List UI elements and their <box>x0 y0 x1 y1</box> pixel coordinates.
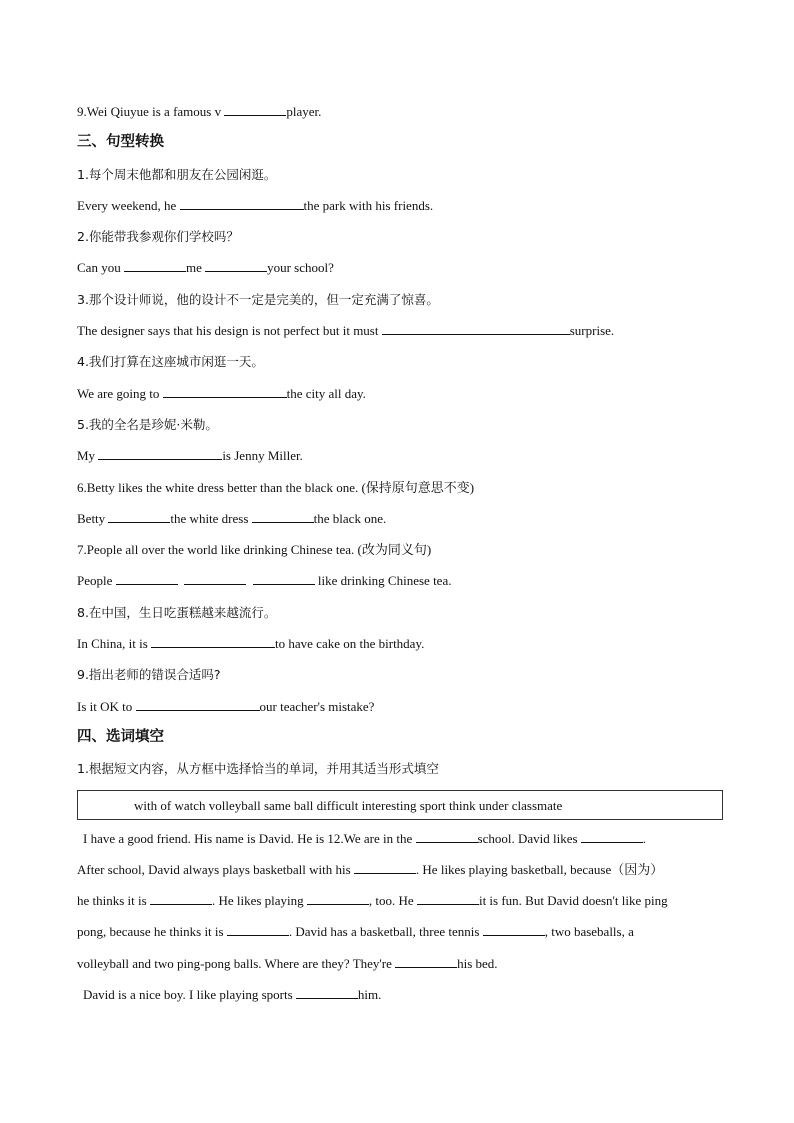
worksheet-page <box>77 101 725 1015</box>
q6-prompt: 6.Betty likes the white dress better than the black one. (保持原句意思不变) <box>77 479 475 495</box>
q4-english <box>77 383 725 404</box>
text: I have a good friend. His name is David. He is 12.We are in the <box>83 830 416 846</box>
q4-chinese: 4.我们打算在这座城市闲逛一天。 <box>77 354 264 370</box>
answer-blank[interactable] <box>205 257 267 272</box>
text: our teacher's mistake? <box>259 698 375 714</box>
answer-blank[interactable] <box>395 953 457 968</box>
text: , too. He <box>368 893 417 909</box>
text: the white dress <box>170 510 252 526</box>
answer-blank[interactable] <box>151 633 275 648</box>
passage-line-4 <box>77 921 725 942</box>
q3-english <box>77 320 725 341</box>
section-3-heading: 三、句型转换 <box>77 134 164 151</box>
answer-blank[interactable] <box>382 320 570 335</box>
text: Every weekend, he <box>77 197 180 213</box>
text: 9.Wei Qiuyue is a famous v <box>77 104 225 119</box>
q9-chinese: 9.指出老师的错误合适吗? <box>77 667 221 683</box>
text: Can you <box>77 260 124 276</box>
q2-english <box>77 257 725 278</box>
answer-blank[interactable] <box>124 257 186 272</box>
text: , two baseballs, a <box>544 924 634 940</box>
text: your school? <box>267 260 334 276</box>
text: his bed. <box>457 955 498 971</box>
answer-blank[interactable] <box>224 101 286 116</box>
answer-blank[interactable] <box>98 445 222 460</box>
q6-english <box>77 508 725 529</box>
text: surprise. <box>569 323 615 339</box>
text: me <box>185 260 206 276</box>
q1-chinese: 1.每个周末他都和朋友在公园闲逛。 <box>77 166 277 182</box>
text: David is a nice boy. I like playing sports <box>83 987 296 1003</box>
passage-line-5 <box>77 953 725 974</box>
answer-blank[interactable] <box>163 383 287 398</box>
q1-english <box>77 195 725 216</box>
passage-line-1 <box>77 828 725 849</box>
text: My <box>77 448 99 464</box>
answer-blank[interactable] <box>581 828 643 843</box>
answer-blank[interactable] <box>296 984 358 999</box>
passage-line-3 <box>77 890 725 911</box>
answer-blank[interactable] <box>417 890 479 905</box>
answer-blank[interactable] <box>180 195 304 210</box>
answer-blank[interactable] <box>307 890 369 905</box>
text: it is fun. But David doesn't like ping <box>478 893 668 909</box>
text: . He likes playing <box>211 893 307 909</box>
answer-blank[interactable] <box>136 696 260 711</box>
q9-english <box>77 696 725 717</box>
passage-line-6 <box>77 984 725 1005</box>
section-4-heading: 四、选词填空 <box>77 728 164 745</box>
text: pong, because he thinks it is <box>77 924 227 940</box>
answer-blank[interactable] <box>354 859 416 874</box>
answer-blank[interactable] <box>150 890 212 905</box>
answer-blank[interactable] <box>483 921 545 936</box>
text: player. <box>286 104 322 119</box>
text: Is it OK to <box>77 698 136 714</box>
question-9-vocab <box>77 101 725 122</box>
text: him. <box>357 987 382 1003</box>
text: like drinking Chinese tea. <box>314 573 452 589</box>
answer-blank[interactable] <box>252 508 314 523</box>
q3-chinese: 3.那个设计师说，他的设计不一定是完美的，但一定充满了惊喜。 <box>77 291 439 307</box>
q5-chinese: 5.我的全名是珍妮·米勒。 <box>77 416 218 432</box>
text: he thinks it is <box>77 893 150 909</box>
answer-blank[interactable] <box>108 508 170 523</box>
q2-chinese: 2.你能带我参观你们学校吗？ <box>77 229 239 245</box>
word-bank-box: with of watch volleyball same ball difficult interesting sport think under classmate <box>77 790 723 820</box>
q8-english <box>77 633 725 654</box>
text: The designer says that his design is not perfect but it must <box>77 323 382 339</box>
text: People <box>77 573 116 589</box>
text: After school, David always plays basketball with his <box>77 861 354 877</box>
text: . <box>642 830 647 846</box>
text: the park with his friends. <box>303 197 434 213</box>
text: . He likes playing basketball, because（因为） <box>415 861 664 877</box>
text: . David has a basketball, three tennis <box>288 924 483 940</box>
answer-blank[interactable] <box>253 570 315 585</box>
text: We are going to <box>77 385 163 401</box>
text: volleyball and two ping-pong balls. Where are they? They're <box>77 955 396 971</box>
text: In China, it is <box>77 636 152 652</box>
text: school. David likes <box>477 830 581 846</box>
answer-blank[interactable] <box>227 921 289 936</box>
passage-line-2 <box>77 859 725 880</box>
q7-english <box>77 570 725 591</box>
answer-blank[interactable] <box>116 570 178 585</box>
text: to have cake on the birthday. <box>275 636 425 652</box>
answer-blank[interactable] <box>416 828 478 843</box>
section-4-instructions: 1.根据短文内容，从方框中选择恰当的单词，并用其适当形式填空 <box>77 761 439 777</box>
q5-english <box>77 445 725 466</box>
q7-prompt: 7.People all over the world like drinking Chinese tea. (改为同义句) <box>77 542 432 558</box>
text: the city all day. <box>286 385 366 401</box>
q8-chinese: 8.在中国，生日吃蛋糕越来越流行。 <box>77 604 277 620</box>
text: Betty <box>77 510 109 526</box>
text: is Jenny Miller. <box>222 448 303 464</box>
answer-blank[interactable] <box>184 570 246 585</box>
text: the black one. <box>313 510 387 526</box>
